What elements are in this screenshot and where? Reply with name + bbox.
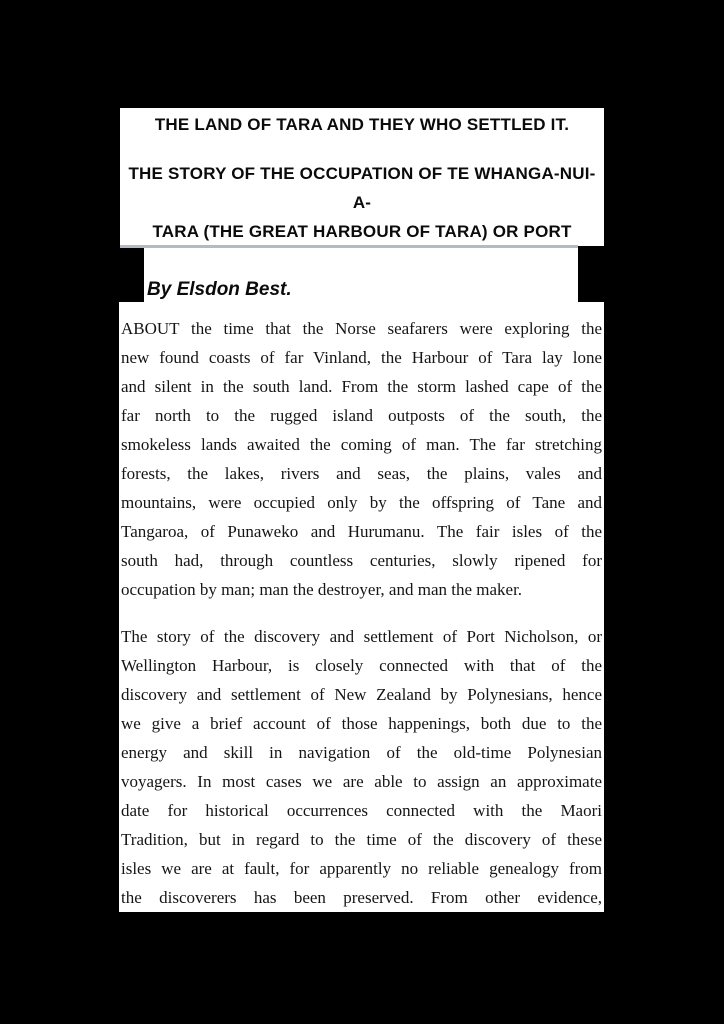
text-line: isles we are at fault, for apparently no reliable genealogy from bbox=[121, 859, 602, 878]
text-line: and silent in the south land. From the storm lashed cape of the bbox=[121, 377, 602, 396]
text-line: occupation by man; man the destroyer, and man the maker. bbox=[121, 580, 523, 599]
text-line: smokeless lands awaited the coming of man. The far stretching bbox=[121, 435, 602, 454]
text-line: mountains, were occupied only by the offspring of Tane and bbox=[121, 493, 602, 512]
text-line: date for historical occurrences connected with the Maori bbox=[121, 801, 602, 820]
text-line: the discoverers has been preserved. From other evidence, bbox=[121, 888, 602, 907]
title-card bbox=[120, 108, 604, 246]
document-subtitle-line: TARA (THE GREAT HARBOUR OF TARA) OR PORT bbox=[152, 222, 572, 241]
paragraph-2 bbox=[121, 622, 602, 912]
text-line: Tangaroa, of Punaweko and Hurumanu. The fair isles of the bbox=[121, 522, 602, 541]
text-line: forests, the lakes, rivers and seas, the plains, vales and bbox=[121, 464, 602, 483]
text-line: far north to the rugged island outposts of the south, the bbox=[121, 406, 602, 425]
text-line: voyagers. In most cases we are able to assign an approximate bbox=[121, 772, 602, 791]
document-heading: THE LAND OF TARA AND THEY WHO SETTLED IT. bbox=[154, 115, 570, 134]
text-line: ABOUT the time that the Norse seafarers were exploring the bbox=[121, 319, 602, 338]
text-line: energy and skill in navigation of the old-time Polynesian bbox=[121, 743, 602, 762]
text-line: discovery and settlement of New Zealand by Polynesians, hence bbox=[121, 685, 602, 704]
text-line: The story of the discovery and settlement of Port Nicholson, or bbox=[121, 627, 602, 646]
byline: By Elsdon Best. bbox=[147, 279, 292, 300]
text-line: Tradition, but in regard to the time of the discovery of these bbox=[121, 830, 602, 849]
byline-strip bbox=[144, 248, 578, 302]
paragraph-1 bbox=[121, 314, 602, 604]
text-line: south had, through countless centuries, slowly ripened for bbox=[121, 551, 602, 570]
text-line: Wellington Harbour, is closely connected with that of the bbox=[121, 656, 602, 675]
body-card bbox=[119, 302, 604, 912]
document-subtitle-line: THE STORY OF THE OCCUPATION OF TE WHANGA-NUI-A- bbox=[128, 164, 596, 212]
text-line: new found coasts of far Vinland, the Harbour of Tara lay lone bbox=[121, 348, 602, 367]
text-line: we give a brief account of those happenings, both due to the bbox=[121, 714, 602, 733]
